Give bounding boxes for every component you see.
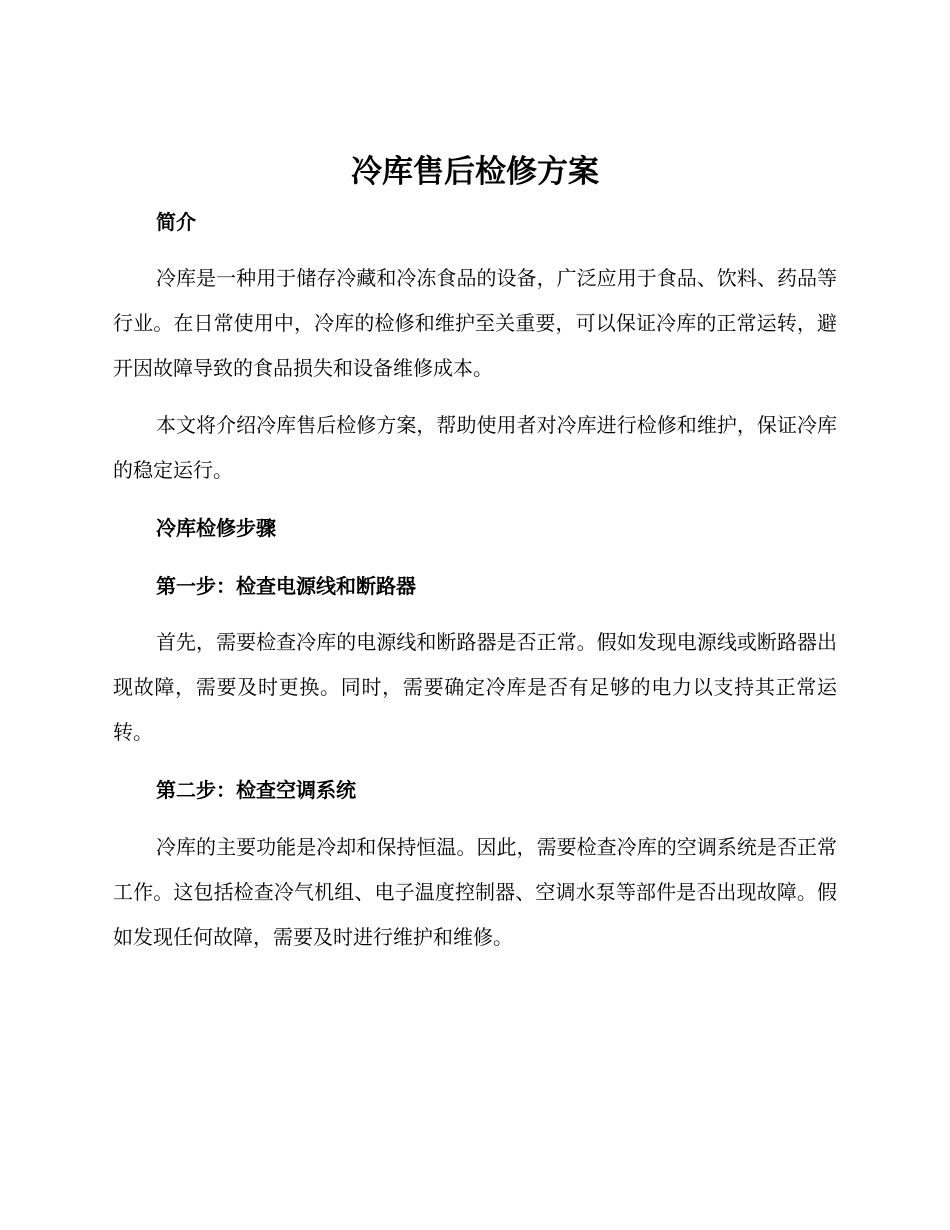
step2-paragraph: 冷库的主要功能是冷却和保持恒温。因此，需要检查冷库的空调系统是否正常工作。这包括检查冷气机组、电子温度控制器、空调水泵等部件是否出现故障。假如发现任何故障，需要及时进行维护和维修。: [113, 835, 837, 949]
section-heading-steps: 冷库检修步骤: [156, 516, 276, 540]
step2-heading: 第二步：检查空调系统: [156, 778, 356, 802]
intro-paragraph-2: 本文将介绍冷库售后检修方案，帮助使用者对冷库进行检修和维护，保证冷库的稳定运行。: [113, 413, 837, 482]
step1-heading: 第一步：检查电源线和断路器: [156, 574, 416, 598]
section-heading-intro: 简介: [156, 210, 196, 234]
step1-paragraph: 首先，需要检查冷库的电源线和断路器是否正常。假如发现电源线或断路器出现故障，需要及时更换。同时，需要确定冷库是否有足够的电力以支持其正常运转。: [113, 630, 837, 744]
intro-paragraph-1: 冷库是一种用于储存冷藏和冷冻食品的设备，广泛应用于食品、饮料、药品等行业。在日常使用中，冷库的检修和维护至关重要，可以保证冷库的正常运转，避开因故障导致的食品损失和设备维修成本。: [113, 266, 837, 380]
document-title: 冷库售后检修方案: [351, 154, 599, 190]
